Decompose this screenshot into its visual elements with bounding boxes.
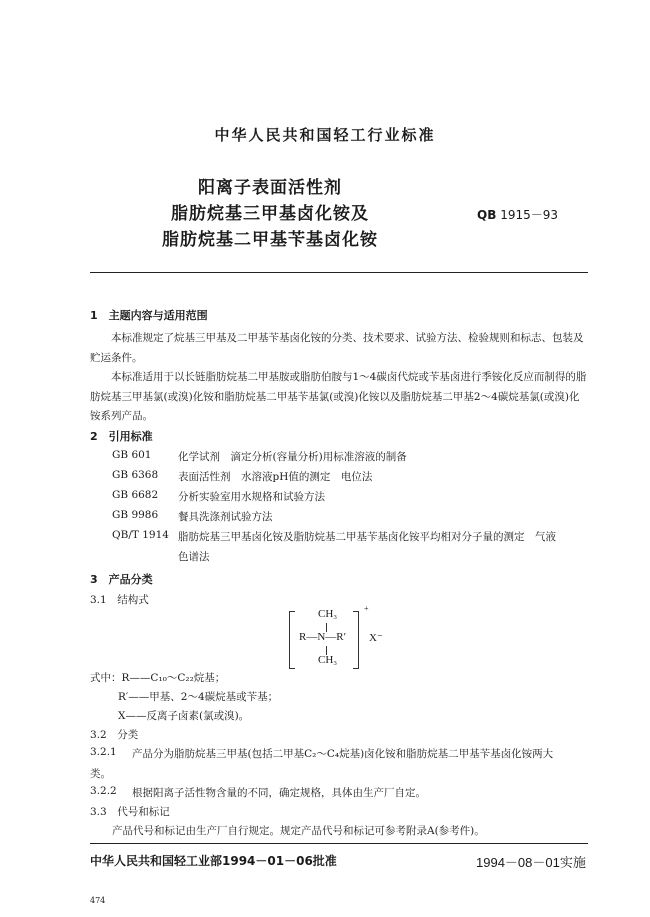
section-3-3-text: 产品代号和标记由生产厂自行规定。规定产品代号和标记可参考附录A(参考件)。 <box>112 825 485 837</box>
reference-code: GB 601 <box>112 449 152 461</box>
reference-title: 脂肪烷基三甲基卤化铵及脂肪烷基二甲基苄基卤化铵平均相对分子量的测定 气液 <box>178 531 556 543</box>
section-3-2-1-number: 3.2.1 <box>90 746 117 758</box>
formula-anion: X⁻ <box>369 632 383 644</box>
document-title-line-1: 阳离子表面活性剂 <box>198 178 342 198</box>
standard-code <box>477 206 558 223</box>
page-number: 474 <box>90 896 106 905</box>
section-3-heading: 3 产品分类 <box>90 573 153 586</box>
section-1-paragraph-1 <box>90 329 588 368</box>
section-3-2-1-text-continued: 类。 <box>90 768 111 780</box>
section-3-1-heading: 3.1 结构式 <box>90 594 149 606</box>
document-title-line-2: 脂肪烷基三甲基卤化铵及 <box>171 204 369 224</box>
standard-code-prefix: QB <box>477 208 497 222</box>
section-3-2-heading: 3.2 分类 <box>90 729 139 741</box>
formula-bottom-group: CH₃ <box>318 654 338 666</box>
reference-code: QB/T 1914 <box>112 529 169 541</box>
reference-title: 分析实验室用水规格和试验方法 <box>178 491 325 503</box>
reference-title-continued: 色谱法 <box>178 551 210 563</box>
formula-left-bracket <box>289 611 295 669</box>
document-title-line-3: 脂肪烷基二甲基苄基卤化铵 <box>162 230 378 250</box>
formula-top-group: CH₃ <box>318 608 338 620</box>
reference-title: 餐具洗涤剂试验方法 <box>178 511 273 523</box>
top-rule <box>90 272 588 273</box>
reference-title: 化学试剂 滴定分析(容量分析)用标准溶液的制备 <box>178 451 407 463</box>
approval-statement: 中华人民共和国轻工业部1994－01－06批准 <box>90 854 337 868</box>
standard-code-number: 1915－93 <box>500 208 558 222</box>
formula-legend-r: 式中：R——C₁₀～C₂₂烷基； <box>90 672 226 684</box>
section-1-heading: 1 主题内容与适用范围 <box>90 309 208 322</box>
effective-date: 1994－08－01实施 <box>476 855 586 870</box>
section-1-paragraph-1-text: 本标准规定了烷基三甲基及二甲基苄基卤化铵的分类、技术要求、试验方法、检验规则和标志、包装及贮运条件。 <box>90 332 584 364</box>
formula-middle-chain: R—N—R′ <box>299 631 347 643</box>
formula-legend-x: X——反离子卤素(氯或溴)。 <box>118 710 250 722</box>
section-3-3-heading: 3.3 代号和标记 <box>90 806 170 818</box>
reference-code: GB 6682 <box>112 489 159 501</box>
section-2-heading: 2 引用标准 <box>90 430 153 443</box>
reference-title: 表面活性剂 水溶液pH值的测定 电位法 <box>178 471 373 483</box>
section-1-paragraph-2 <box>90 368 588 427</box>
reference-code: GB 9986 <box>112 509 159 521</box>
formula-legend-r-prime: R′——甲基、2～4碳烷基或苄基； <box>118 691 279 703</box>
formula-charge: + <box>364 604 369 613</box>
section-3-2-2-number: 3.2.2 <box>90 785 117 797</box>
formula-right-bracket <box>353 611 359 669</box>
reference-code: GB 6368 <box>112 469 159 481</box>
section-3-2-2-text: 根据阳离子活性物含量的不同，确定规格，具体由生产厂自定。 <box>132 787 426 799</box>
section-1-paragraph-2-text: 本标准适用于以长链脂肪烷基二甲基胺或脂肪伯胺与1～4碳卤代烷或苄基卤进行季铵化反应而制得的脂肪烷基三甲基氯(或溴)化铵和脂肪烷基二甲基苄基氯(或溴)化铵以及脂肪烷基二甲基2～4碳烷基氯(或溴)化铵系列产品。 <box>90 371 587 422</box>
bottom-rule <box>90 843 588 844</box>
section-3-2-1-text: 产品分为脂肪烷基三甲基(包括二甲基C₂～C₄烷基)卤化铵和脂肪烷基二甲基苄基卤化铵两大 <box>132 748 554 760</box>
industry-standard-title: 中华人民共和国轻工行业标准 <box>214 126 436 144</box>
